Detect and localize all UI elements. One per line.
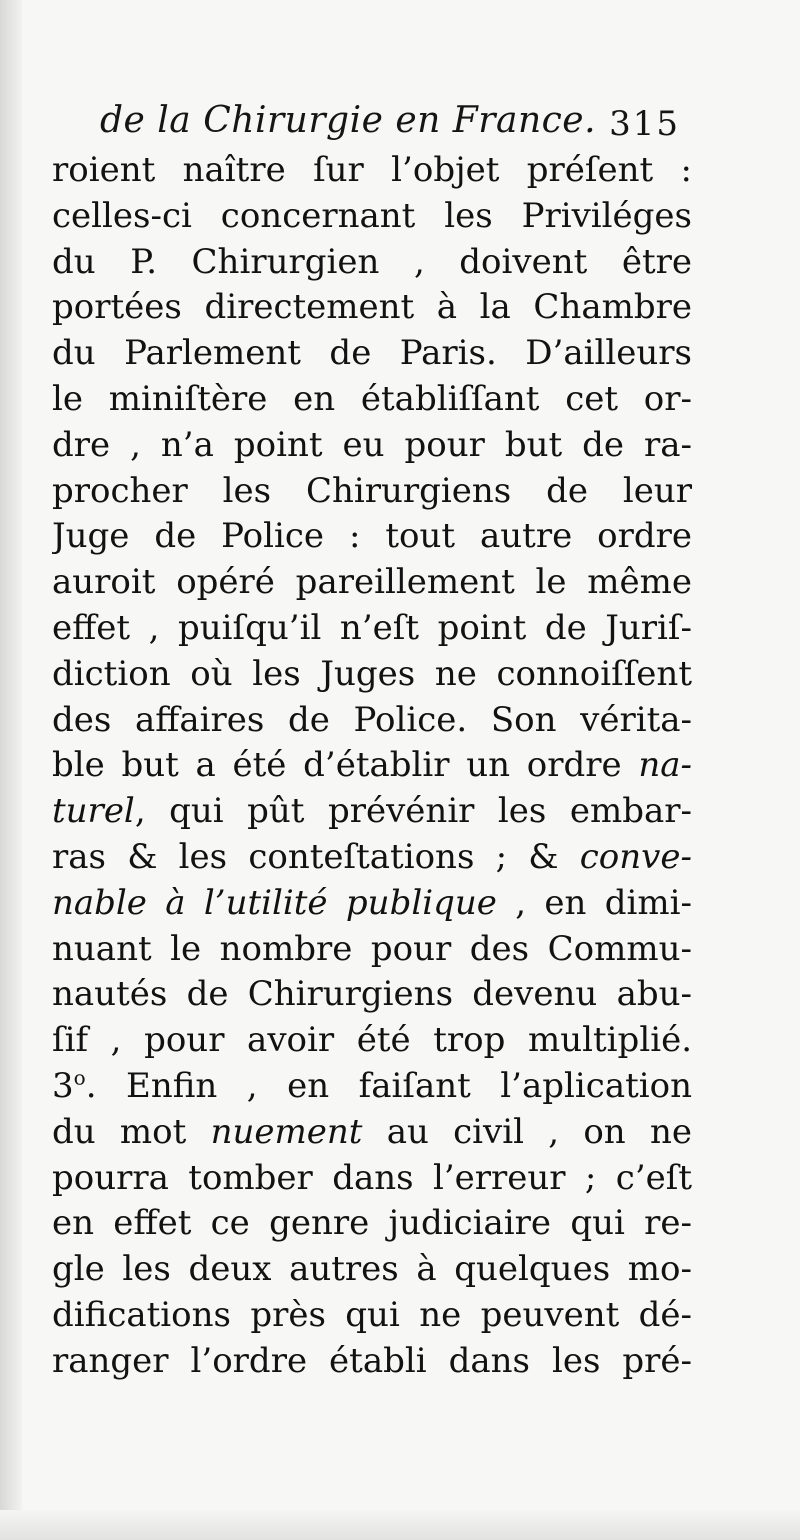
text-line-19: nautés de Chirurgiens devenu abu- <box>52 974 692 1015</box>
italic-fragment: nuement <box>210 1111 363 1152</box>
italic-fragment: conve- <box>579 836 692 877</box>
text-line-2: celles-ci concernant les Priviléges <box>52 195 692 236</box>
text-line-15: turel, qui pût prévénir les embar- <box>52 791 692 832</box>
running-head <box>100 98 680 148</box>
text-line-3: du P. Chirurgien , doivent être <box>52 241 692 282</box>
text-line-25: gle les deux autres à quelques mo- <box>52 1249 692 1290</box>
text-line-16: ras & les conteſtations ; & conve- <box>52 836 692 877</box>
page-number: 315 <box>609 104 680 144</box>
text-line-22: du mot nuement au civil , on ne <box>52 1111 692 1152</box>
ordinal-superscript: o <box>73 1065 86 1090</box>
text-line-1: roient naître ſur l’objet préſent : <box>52 150 692 190</box>
text-line-14: ble but a été d’établir un ordre na- <box>52 745 692 786</box>
italic-fragment: turel <box>52 791 135 832</box>
italic-fragment: na- <box>638 745 692 786</box>
text-line-8: procher les Chirurgiens de leur <box>52 470 692 511</box>
text-line-9: Juge de Police : tout autre ordre <box>52 516 692 557</box>
text-line-11: effet , puiſqu’il n’eſt point de Juriſ- <box>52 607 692 648</box>
text-line-10: auroit opéré pareillement le même <box>52 562 692 603</box>
text-line-7: dre , n’a point eu pour but de ra- <box>52 424 692 465</box>
text-line-24: en effet ce genre judiciaire qui re- <box>52 1203 692 1244</box>
italic-fragment: nable à l’utilité publique <box>52 882 497 923</box>
text-line-17: nable à l’utilité publique , en dimi- <box>52 882 692 923</box>
text-line-18: nuant le nombre pour des Commu- <box>52 928 692 969</box>
page-left-edge <box>0 0 22 1540</box>
text-line-27: ranger l’ordre établi dans les pré- <box>52 1340 692 1381</box>
text-line-20: ſif , pour avoir été trop multiplié. <box>52 1020 692 1061</box>
page-bottom-edge <box>0 1510 800 1540</box>
text-line-4: portées directement à la Chambre <box>52 287 692 328</box>
text-line-26: difications près qui ne peuvent dé- <box>52 1294 692 1335</box>
body-text <box>52 148 692 1385</box>
text-line-5: du Parlement de Paris. D’ailleurs <box>52 333 692 374</box>
text-line-21: 3$^o$. Enfin , en faiſant l’aplication <box>52 1065 692 1106</box>
text-line-13: des affaires de Police. Son vérita- <box>52 699 692 740</box>
running-title: de la Chirurgie en France. <box>100 100 597 141</box>
text-line-6: le miniſtère en établiſſant cet or- <box>52 378 692 419</box>
text-line-12: diction où les Juges ne connoiſſent <box>52 653 692 694</box>
text-line-23: pourra tomber dans l’erreur ; c’eſt <box>52 1157 692 1198</box>
